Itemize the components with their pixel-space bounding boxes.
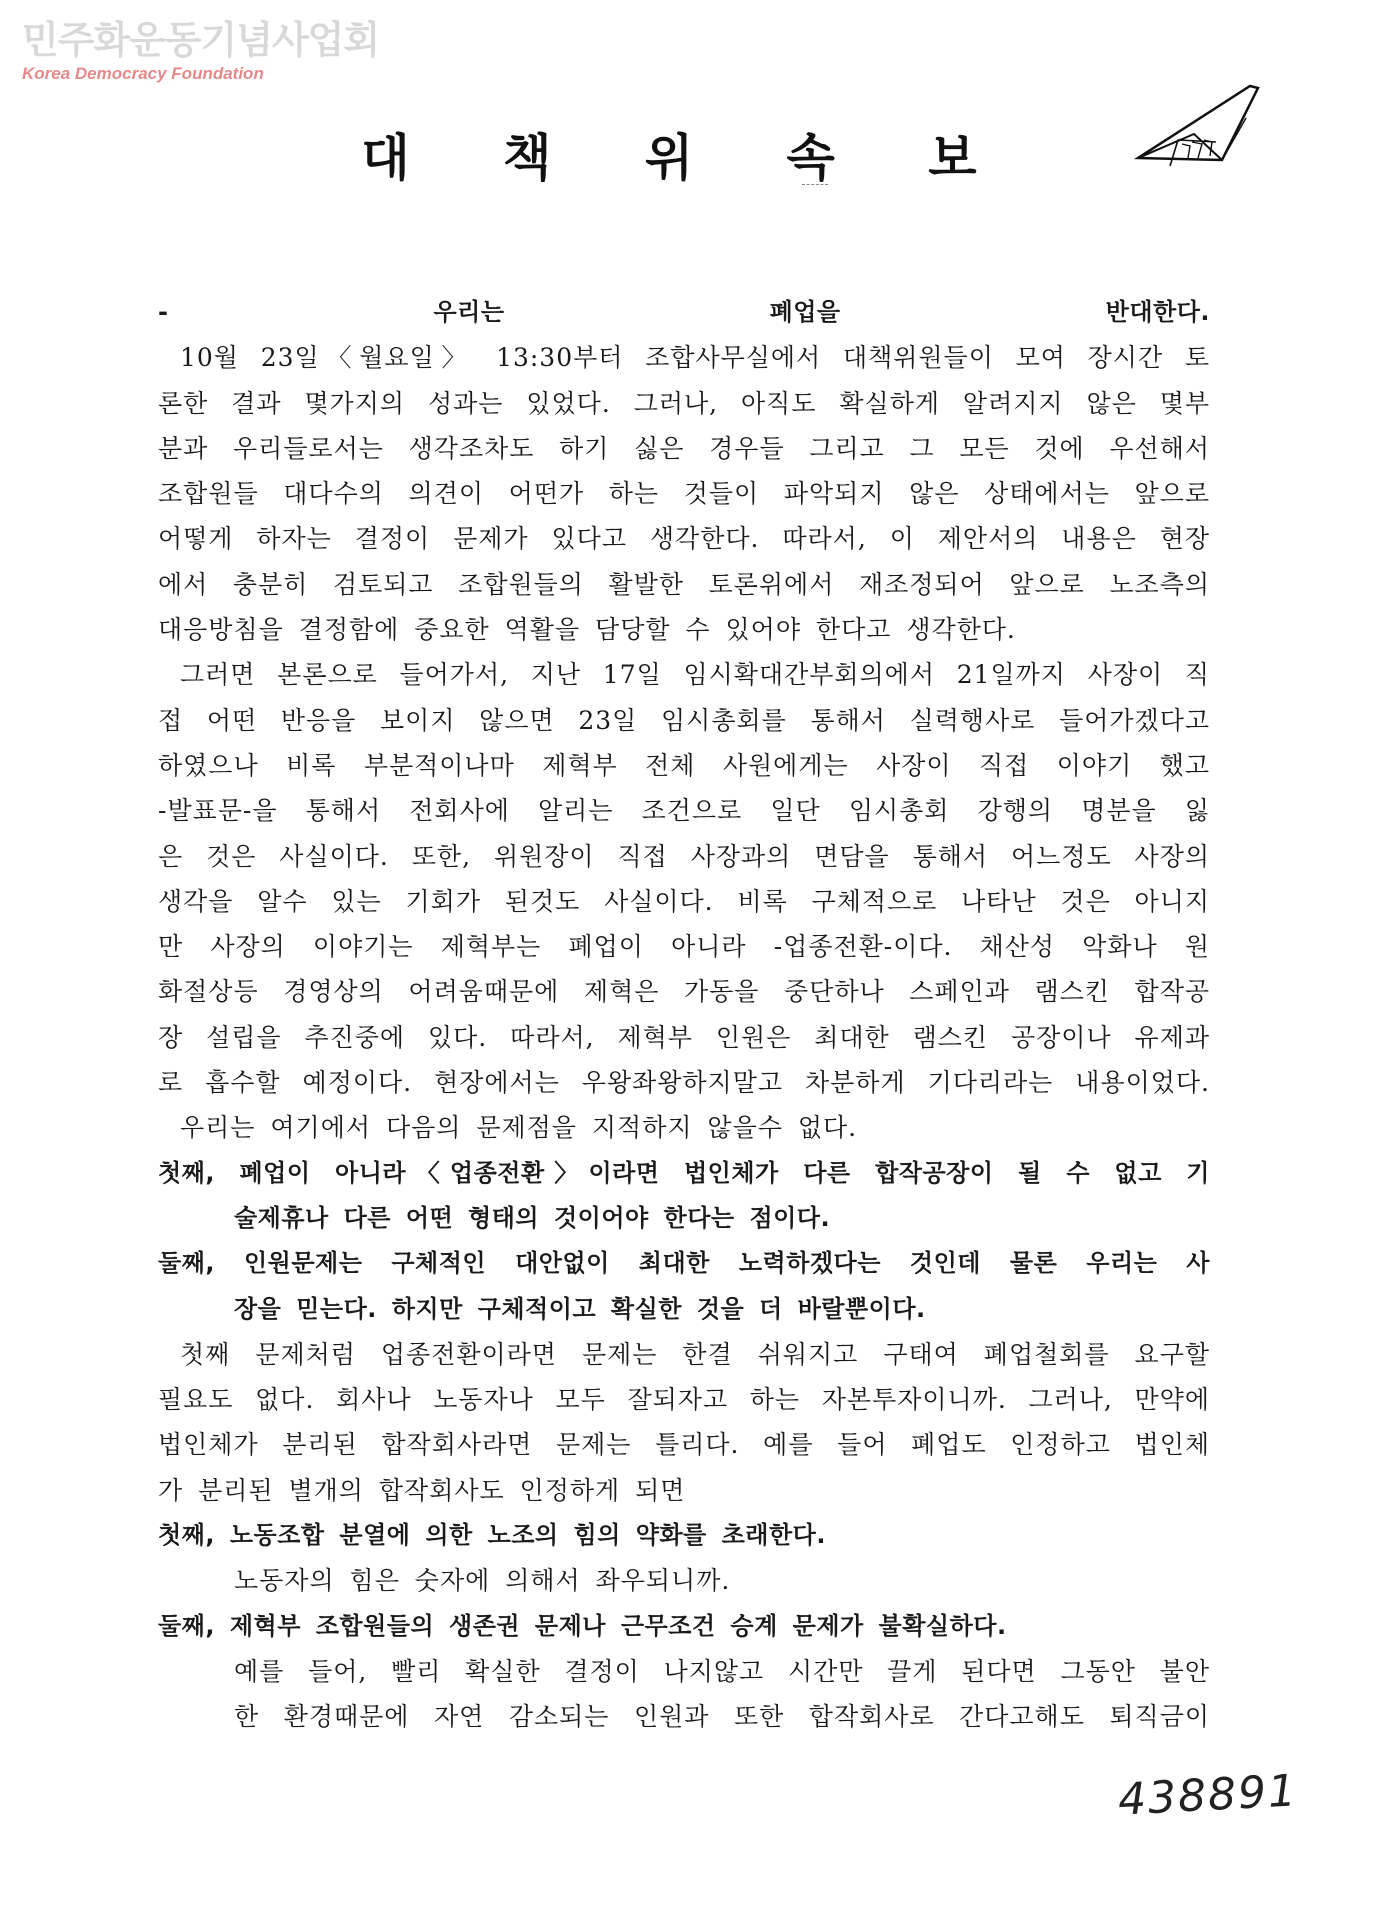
text-line: 장 설립을 추진중에 있다. 따라서, 제혁부 인원은 최대한 램스킨 공장이나 유제과 (158, 1022, 1210, 1052)
watermark (22, 18, 379, 84)
text-line: 노동자의 힘은 숫자에 의해서 좌우되니까. (234, 1566, 731, 1596)
text-line: 조합원들 대다수의 의견이 어떤가 하는 것들이 파악되지 않은 상태에서는 앞으로 (158, 479, 1210, 509)
text-line: 첫째 문제처럼 업종전환이라면 문제는 한결 쉬워지고 구태여 폐업철회를 요구할 (180, 1339, 1210, 1369)
text-line: 법인체가 분리된 합작회사라면 문제는 틀리다. 예를 들어 폐업도 인정하고 법인체 (158, 1430, 1210, 1460)
text-line: - 우리는 폐업을 반대한다. (158, 298, 1210, 326)
text-line: 장을 믿는다. 하지만 구체적이고 확실한 것을 더 바랄뿐이다. (234, 1294, 926, 1323)
text-line: 론한 결과 몇가지의 성과는 있었다. 그러나, 아직도 확실하게 알려지지 않은 몇부 (158, 388, 1210, 418)
text-line: 하였으나 비록 부분적이나마 제혁부 전체 사원에게는 사장이 직접 이야기 했고 (158, 750, 1210, 780)
document-body (158, 290, 1210, 1740)
text-line: 10월 23일〈월요일〉 13:30부터 조합사무실에서 대책위원들이 모여 장시간 토 (180, 343, 1210, 373)
title-mark (802, 184, 828, 185)
text-line: 생각을 알수 있는 기회가 된것도 사실이다. 비록 구체적으로 나타난 것은 아니지 (158, 886, 1210, 916)
text-line: 분과 우리들로서는 생각조차도 하기 싫은 경우들 그리고 그 모든 것에 우선해서 (158, 433, 1210, 463)
text-line: 우리는 여기에서 다음의 문제점을 지적하지 않을수 없다. (180, 1113, 858, 1143)
page-title: 대 책 위 속 보 (361, 129, 1015, 187)
page-number: 438891 (1116, 1765, 1300, 1826)
text-line: 예를 들어, 빨리 확실한 결정이 나지않고 시간만 끌게 된다면 그동안 불안 (234, 1656, 1210, 1686)
text-line: 어떻게 하자는 결정이 문제가 있다고 생각한다. 따라서, 이 제안서의 내용은 현장 (158, 524, 1210, 554)
text-line: 로 흡수할 예정이다. 현장에서는 우왕좌왕하지말고 차분하게 기다리라는 내용이었다. (158, 1068, 1210, 1098)
text-line: 에서 충분히 검토되고 조합원들의 활발한 토론위에서 재조정되어 앞으로 노조측의 (158, 569, 1210, 599)
text-line: 만 사장의 이야기는 제혁부는 폐업이 아니라 -업종전환-이다. 채산성 악화나 원 (158, 932, 1210, 962)
text-line: -발표문-을 통해서 전회사에 알리는 조건으로 일단 임시총회 강행의 명분을 잃 (158, 796, 1210, 826)
pen-doodle-icon (1130, 80, 1270, 190)
watermark-org-english: Korea Democracy Foundation (22, 64, 264, 83)
text-line: 술제휴나 다른 어떤 형태의 것이어야 한다는 점이다. (234, 1203, 831, 1232)
watermark-org-korean: 민주화운동기념사업회 (22, 18, 380, 62)
text-line: 첫째, 노동조합 분열에 의한 노조의 힘의 약화를 초래한다. (158, 1521, 826, 1550)
text-line: 그러면 본론으로 들어가서, 지난 17일 임시확대간부회의에서 21일까지 사장이 직 (180, 660, 1210, 690)
text-line: 필요도 없다. 회사나 노동자나 모두 잘되자고 하는 자본투자이니까. 그러나, 만약에 (158, 1385, 1210, 1415)
text-line: 가 분리된 별개의 합작회사도 인정하게 되면 (158, 1475, 686, 1505)
text-line: 둘째, 인원문제는 구체적인 대안없이 최대한 노력하겠다는 것인데 물론 우리는 사 (158, 1249, 1210, 1278)
text-line: 대응방침을 결정함에 중요한 역활을 담당할 수 있어야 한다고 생각한다. (158, 615, 1016, 645)
text-line: 한 환경때문에 자연 감소되는 인원과 또한 합작회사로 간다고해도 퇴직금이 (234, 1702, 1210, 1732)
text-line: 은 것은 사실이다. 또한, 위원장이 직접 사장과의 면담을 통해서 어느정도 사장의 (158, 841, 1210, 871)
text-line: 접 어떤 반응을 보이지 않으면 23일 임시총회를 통해서 실력행사로 들어가겠다고 (158, 705, 1210, 735)
text-line: 둘째, 제혁부 조합원들의 생존권 문제나 근무조건 승계 문제가 불확실하다. (158, 1611, 1007, 1640)
text-line: 화절상등 경영상의 어려움때문에 제혁은 가동을 중단하나 스페인과 램스킨 합작공 (158, 977, 1210, 1007)
text-line: 첫째, 폐업이 아니라〈업종전환〉이라면 법인체가 다른 합작공장이 될 수 없고 기 (158, 1158, 1210, 1187)
